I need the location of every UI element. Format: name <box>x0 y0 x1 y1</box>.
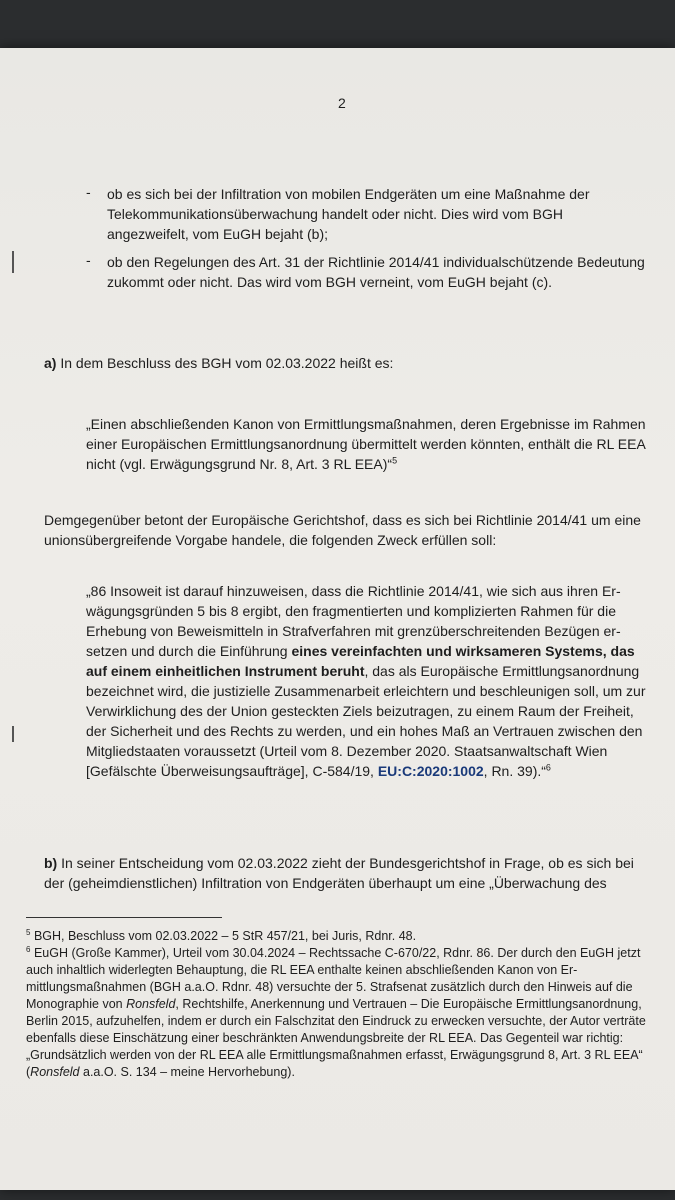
footnote-text: a.a.O. S. 134 – meine Hervorhebung). <box>79 1065 295 1079</box>
section-a-intro <box>44 353 644 373</box>
block-quote-eugh <box>86 581 646 781</box>
footnote-number: 5 <box>26 927 31 937</box>
bullet-marker: - <box>86 184 91 200</box>
author-name: Ronsfeld <box>30 1065 80 1079</box>
footnote-5 <box>26 928 646 945</box>
footnote-6 <box>26 945 646 1081</box>
ecli-link[interactable]: EU:C:2020:1002 <box>377 763 484 779</box>
page-number: 2 <box>338 95 346 111</box>
contrast-paragraph: Demgegenüber betont der Europäische Gerichtshof, dass es sich bei Richtlinie 2014/41 um eine unionsübergreifende Vorgabe handele, die folgenden Zweck erfüllen soll: <box>44 512 641 548</box>
quote-text: „Einen abschließenden Kanon von Ermittlungsmaßnahmen, deren Ergebnisse im Rahmen einer Europäischen Ermittlungsanordnung übermittelt werden könnten, enthält die RL EEA nicht (vgl. Erwägungsgrund Nr. 8, Art. 3 RL EEA)“ <box>86 416 646 472</box>
bullet-text: ob den Regelungen des Art. 31 der Richtlinie 2014/41 individualschützende Bedeutung zukommt oder nicht. Das wird vom BGH verneint, vom EuGH bejaht (c). <box>107 254 645 290</box>
section-label: a) <box>44 355 57 371</box>
quote-text: „86 Insoweit ist darauf hinzuweisen, dass die Richtlinie 2014/41, wie sich aus ihren Erwägungsgründen 5 bis 8 ergibt, den fragmentierten und komplizierten Rahmen für die Erhebung von Beweismitteln in Strafverfahren mit grenzüberschreitenden Bezügen ersetzen und durch die Einführung <box>86 583 621 659</box>
section-label: b) <box>44 855 58 871</box>
quote-text: , Rn. 39).“ <box>483 763 546 779</box>
footnote-divider <box>26 917 222 918</box>
footnote-number: 6 <box>26 944 31 954</box>
bullet-text: ob es sich bei der Infiltration von mobilen Endgeräten um eine Maßnahme der Telekommunikationsüberwachung handelt oder nicht. Dies wird vom BGH angezweifelt, vom EuGH bejaht (b); <box>107 186 590 242</box>
section-b <box>44 853 644 893</box>
footnote-ref: 6 <box>545 762 551 773</box>
section-a-intro-text: In dem Beschluss des BGH vom 02.03.2022 heißt es: <box>60 355 394 371</box>
quote-emphasis: eines vereinfachten und wirksameren Systems, das auf einem einheitlichen Instrument beruht <box>86 643 635 679</box>
footnote-text: BGH, Beschluss vom 02.03.2022 – 5 StR 457/21, bei Juris, Rdnr. 48. <box>33 929 417 943</box>
footnote-ref: 5 <box>392 455 398 466</box>
margin-mark <box>12 251 14 273</box>
footnote-text: EuGH (Große Kammer), Urteil vom 30.04.2024 – Rechtssache C-670/22, Rdnr. 86. Der durch den EuGH jetzt auch inhaltlich widerlegten Behauptung, die RL EEA enthalte keinen abschließenden Kanon von Ermittlungsmaßnahmen (BGH a.a.O. Rdnr. 48) versuchte der 5. Strafsenat zusätzlich durch den Hinweis auf die Monographie von <box>26 946 641 1011</box>
block-quote <box>86 414 646 474</box>
footnote-text: , Rechtshilfe, Anerkennung und Vertrauen – Die Europäische Ermittlungsanordnung, Berlin 2015, aufzuhelfen, indem er durch ein Falschzitat den Eindruck zu erwecken versuchte, der Autor verträte ebenfalls diese Einschätzung einer beschränkten Anwendungsbreite der RL EEA. Das Gegenteil war richtig: „Grundsätzlich werden von der RL EEA alle Ermittlungsmaßnahmen erfasst, Erwägungsgrund 8, Art. 3 RL EEA“ ( <box>26 997 646 1079</box>
quote-text: , das als Europäische Ermittlungsanordnung bezeichnet wird, die justizielle Zusammenarbeit erleichtern und beschleunigen soll, um zur Verwirklichung des der Union gesteckten Ziels beizutragen, zu einem Raum der Freiheit, der Sicherheit und des Rechts zu werden, und ein hohes Maß an Vertrauen zwischen den Mitgliedstaaten voraussetzt (Urteil vom 8. Dezember 2020. Staatsanwaltschaft Wien [Gefälschte Überweisungsaufträge], C-584/19, <box>86 663 646 779</box>
margin-mark <box>12 726 14 742</box>
section-b-text: In seiner Entscheidung vom 02.03.2022 zieht der Bundesgerichtshof in Frage, ob es sich bei der (geheimdienstlichen) Infiltration von Endgeräten überhaupt um eine „Überwachung des <box>44 855 634 891</box>
author-name: Ronsfeld <box>126 997 176 1011</box>
bullet-marker: - <box>86 252 91 268</box>
